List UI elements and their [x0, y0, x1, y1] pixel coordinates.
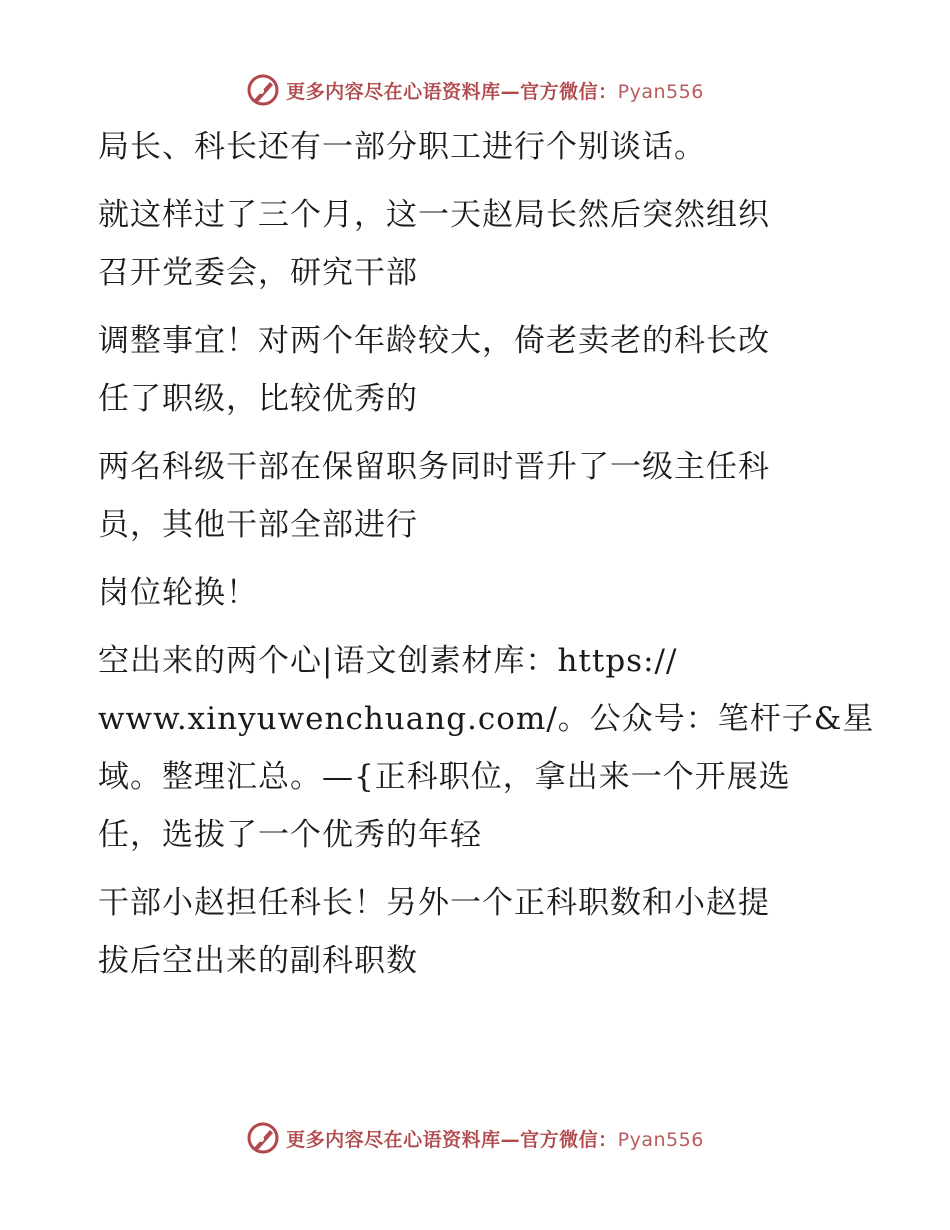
body-line: 两名科级干部在保留职务同时晋升了一级主任科 [98, 449, 770, 485]
body-line: 调整事宜！对两个年龄较大，倚老卖老的科长改 [98, 323, 770, 359]
body-line: 空出来的两个心|语文创素材库：https:// [98, 643, 678, 679]
body-line: www.xinyuwenchuang.com/。公众号：笔杆子&星 [98, 701, 875, 737]
body-line: 召开党委会，研究干部 [98, 255, 418, 291]
body-line: 拔后空出来的副科职数 [98, 943, 418, 979]
footer-banner-text [286, 1125, 704, 1152]
header-banner [0, 70, 950, 110]
header-banner-inner [246, 73, 704, 107]
header-wechat-id: Pyan556 [617, 80, 704, 103]
footer-banner-inner [246, 1121, 704, 1155]
body-line: 干部小赵担任科长！另外一个正科职数和小赵提 [98, 885, 770, 921]
header-banner-text [286, 77, 704, 104]
footer-banner [0, 1118, 950, 1158]
header-banner-label: 更多内容尽在心语资料库—官方微信： [286, 80, 618, 103]
body-line: 任了职级，比较优秀的 [98, 381, 418, 417]
body-line: 员，其他干部全部进行 [98, 507, 418, 543]
pen-logo-icon [246, 73, 280, 107]
body-line: 就这样过了三个月，这一天赵局长然后突然组织 [98, 197, 770, 233]
body-line: 岗位轮换！ [98, 575, 258, 611]
document-body [98, 118, 875, 990]
pen-logo-icon [246, 1121, 280, 1155]
body-line: 域。整理汇总。—{正科职位，拿出来一个开展选 [98, 759, 791, 795]
footer-banner-label: 更多内容尽在心语资料库—官方微信： [286, 1128, 618, 1151]
body-line: 任，选拔了一个优秀的年轻 [98, 817, 482, 853]
footer-wechat-id: Pyan556 [617, 1128, 704, 1151]
body-line: 局长、科长还有一部分职工进行个别谈话。 [98, 129, 706, 165]
